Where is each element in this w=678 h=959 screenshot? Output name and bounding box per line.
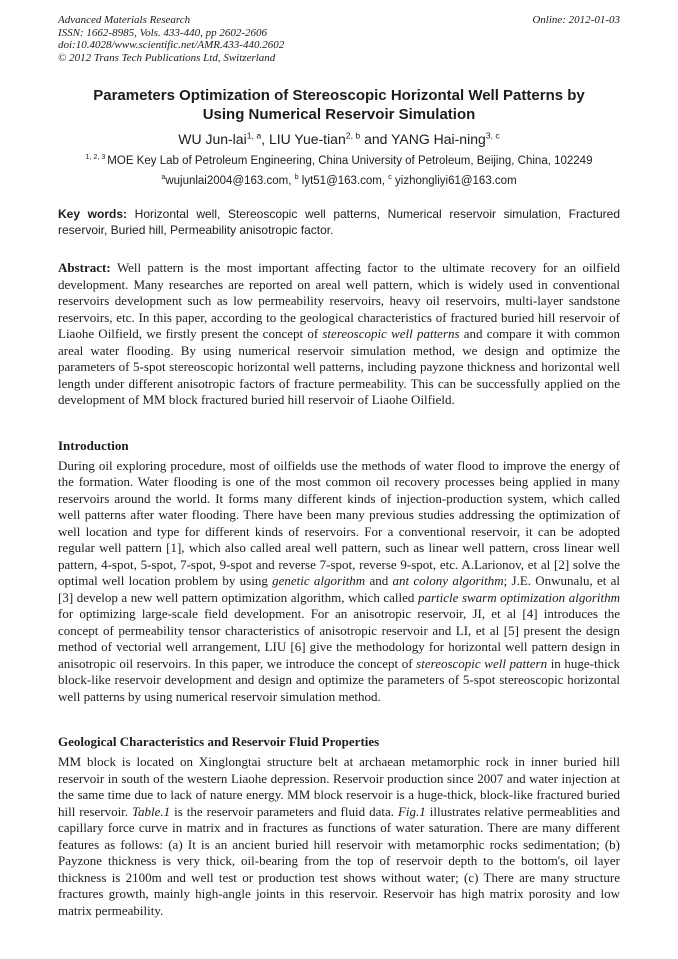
text-run: stereoscopic well pattern bbox=[416, 655, 548, 671]
online-date: Online: 2012-01-03 bbox=[532, 14, 620, 26]
text-run: 1, 2, 3 bbox=[85, 153, 108, 162]
paper-title bbox=[58, 86, 620, 124]
text-run: MM block is located on Xinglongtai structure belt at archaean metamorphic rock in inner buried hill reservoir in south of the western Liaohe depression. Reservoir production since 2007 and water injection at the same time due to lack of nature energy. MM block reservoir is a huge-thick, block-like fractured buried hill reservoir. bbox=[58, 754, 620, 819]
abstract bbox=[58, 260, 620, 409]
text-line: Advanced Materials Research bbox=[58, 14, 191, 26]
text-line: doi:10.4028/www.scientific.net/AMR.433-440.2602 bbox=[58, 39, 285, 51]
introduction-paragraph bbox=[58, 458, 620, 706]
text-run: 3, c bbox=[485, 130, 500, 141]
text-run: ant colony algorithm bbox=[392, 573, 504, 588]
keywords bbox=[58, 206, 620, 238]
text-line: Using Numerical Reservoir Simulation bbox=[202, 106, 476, 123]
section-heading-introduction: Introduction bbox=[58, 437, 129, 453]
journal-info bbox=[58, 14, 284, 64]
text-run: particle swarm optimization algorithm bbox=[417, 589, 620, 605]
text-run: Horizontal well, Stereoscopic well patterns, Numerical reservoir simulation, Fractured reservoir, Buried hill, Permeability anisotropic factor. bbox=[58, 207, 621, 237]
text-run: ; J.E. Onwunalu, et al [3] develop a new well pattern optimization algorithm, which called bbox=[58, 573, 620, 605]
affiliation-line bbox=[58, 154, 620, 168]
authors-line bbox=[58, 130, 620, 148]
text-run: stereoscopic well patterns bbox=[322, 326, 460, 341]
text-run: lyt51@163.com, bbox=[298, 175, 389, 187]
text-run: Key words: bbox=[58, 207, 135, 221]
text-run: yizhongliyi61@163.com bbox=[391, 175, 517, 187]
text-run: and YANG Hai-ning bbox=[360, 131, 486, 147]
text-run: Abstract: bbox=[58, 260, 117, 275]
text-run: MOE Key Lab of Petroleum Engineering, China University of Petroleum, Beijing, China, 102249 bbox=[107, 155, 593, 167]
text-run: Fig.1 bbox=[397, 803, 426, 819]
text-run: and bbox=[365, 573, 393, 588]
text-run: in huge-thick block-like reservoir development and design and optimize the parameters of 5-spot stereoscopic horizontal well patterns by using numerical reservoir simulation method. bbox=[58, 655, 620, 704]
text-run: wujunlai2004@163.com, bbox=[165, 175, 295, 187]
text-run: for optimizing large-scale field development. For an anisotropic reservoir, JI, et al [4] introduces the concept of permeability tensor characteristics of anisotropic reservoir and LI, et al [5] present the design method of vectorial well arrangement, LIU [6] give the methodology for horizontal well pattern design in anisotropic oil reservoirs. In this paper, we introduce the concept of bbox=[58, 606, 620, 671]
text-line: Parameters Optimization of Stereoscopic Horizontal Well Patterns by bbox=[93, 87, 585, 104]
text-run: illustrates relative permeablities and capillary force curve in matrix and in fractures as functions of water saturation. There are many different features as follows: (a) It is an ancient buried hill reservoir with metamorphic rocks sedimentation; (b) Payzone thickness is very thick, oil-bearing from the top of reservoir depth to the bottom's, oil layer thickness is 2100m and well test or production test shows without water; (c) There are many structure fractures growth, mainly high-angle joints in this reservoir. Reservoir has high matrix porosity and low matrix permeability. bbox=[58, 803, 620, 918]
text-run: WU Jun-lai bbox=[178, 131, 247, 147]
text-run: Well pattern is the most important affecting factor to the ultimate recovery for an oilfield development. Many researches are reported on areal well pattern, which is widely used in conventional reservoirs development such as low permeability reservoirs, heavy oil reservoirs, multi-layer sandstone reservoirs, etc. In this paper, according to the geological characteristics of fractured buried hill reservoir of Liaohe Oilfield, we firstly present the concept of bbox=[58, 260, 620, 341]
text-run: 2, b bbox=[345, 130, 361, 141]
text-run: c bbox=[388, 173, 392, 182]
geological-paragraph bbox=[58, 754, 620, 919]
text-run: During oil exploring procedure, most of oilfields use the methods of water flood to improve the energy of the formation. Water flooding is one of the most common oil recovery processes being applied in many reservoirs around the world. It forms many different kinds of injection-production system, which called well patterns after water flooding. There have been many previous studies addressing the optimization of well location and type for different kinds of reservoirs. For a conventional reservoir, it can be adopted regular well pattern [1], which also called areal well pattern, such as linear well pattern, cross linear well pattern, 4-spot, 5-spot, 7-spot, 9-spot and reverse 7-spot, reverse 9-spot, etc. A.Larionov, et al [2] solve the optimal well location problem by using bbox=[58, 457, 620, 588]
text-run: , LIU Yue-tian bbox=[261, 131, 346, 147]
section-heading-geological: Geological Characteristics and Reservoir Fluid Properties bbox=[58, 734, 380, 749]
page-header bbox=[58, 14, 620, 64]
emails-line bbox=[58, 174, 620, 188]
text-line: ISSN: 1662-8985, Vols. 433-440, pp 2602-2606 bbox=[58, 26, 267, 39]
text-run: Table.1 bbox=[132, 803, 171, 819]
text-run: is the reservoir parameters and fluid data. bbox=[170, 803, 398, 819]
text-run: 1, a bbox=[246, 130, 262, 141]
text-run: b bbox=[294, 173, 299, 182]
text-run: and compare it with common areal water flooding. By using numerical reservoir simulation method, we design and optimize the parameters of 5-spot stereoscopic horizontal well patterns, including payzone thickness and horizontal well length under different anisotropic factors of fracture permeability. This can be successfully applied on the development of MM block fractured buried hill reservoir of Liaohe Oilfield. bbox=[58, 326, 620, 407]
text-run: a bbox=[161, 173, 166, 182]
text-line: © 2012 Trans Tech Publications Ltd, Switzerland bbox=[58, 51, 276, 64]
text-run: genetic algorithm bbox=[272, 573, 366, 588]
